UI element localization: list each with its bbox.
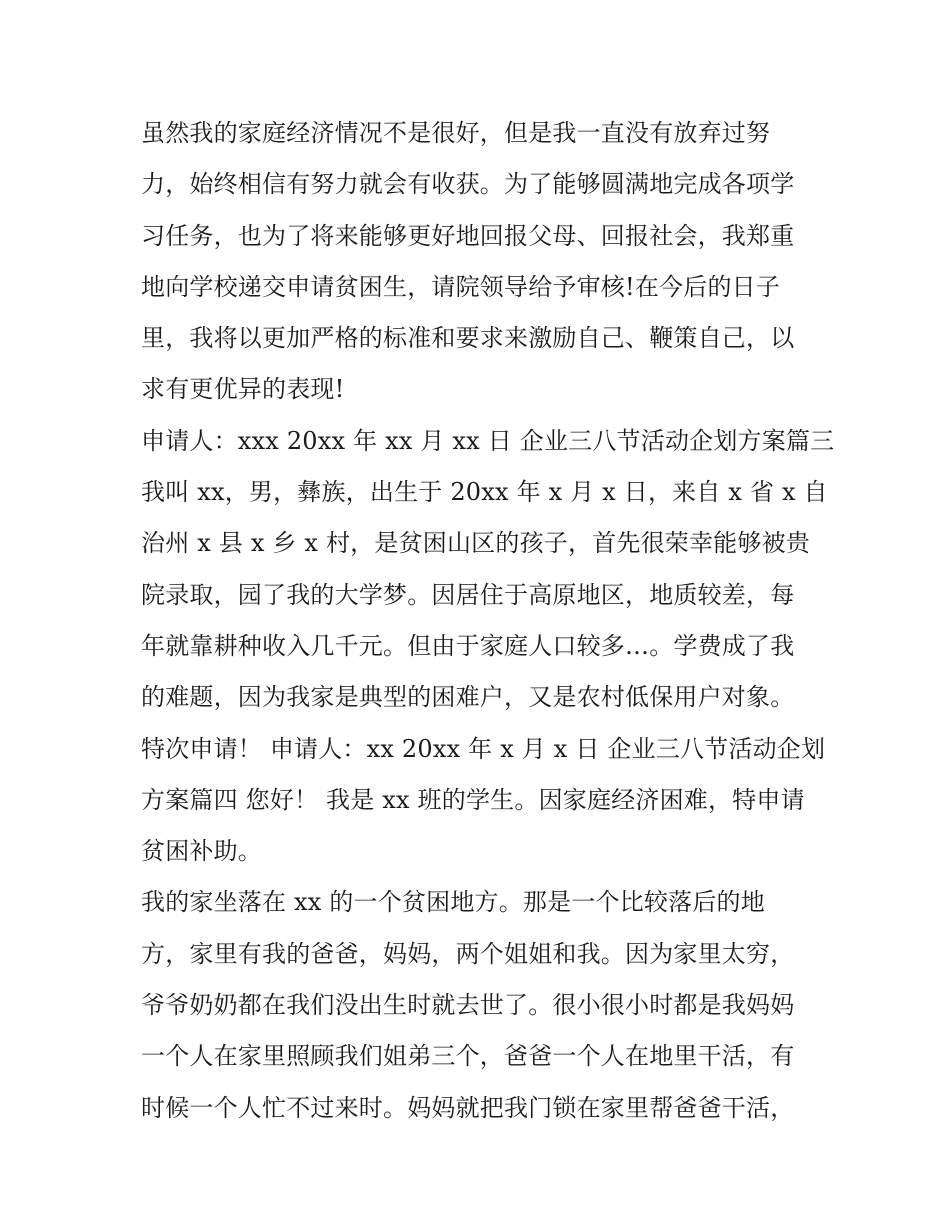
text-line: 虽然我的家庭经济情况不是很好，但是我一直没有放弃过努 <box>141 119 771 147</box>
text-line: 方，家里有我的爸爸，妈妈，两个姐姐和我。因为家里太穷， <box>141 939 795 968</box>
text-line: 一个人在家里照顾我们姐弟三个，爸爸一个人在地里干活，有 <box>141 1042 795 1071</box>
text-line: 爷爷奶奶都在我们没出生时就去世了。很小很小时都是我妈妈 <box>141 991 795 1020</box>
text-line: 我叫 xx，男，彝族，出生于 20xx 年 x 月 x 日，来自 x 省 x 自 <box>141 478 828 507</box>
text-line: 年就靠耕种收入几千元。但由于家庭人口较多…。学费成了我 <box>141 631 795 660</box>
text-line: 申请人：xxx 20xx 年 xx 月 xx 日 企业三八节活动企划方案篇三 <box>141 426 835 455</box>
text-line: 我的家坐落在 xx 的一个贫困地方。那是一个比较落后的地 <box>141 888 765 917</box>
text-line: 治州 x 县 x 乡 x 村，是贫困山区的孩子，首先很荣幸能够被贵 <box>141 529 810 558</box>
text-line: 里，我将以更加严格的标准和要求来激励自己、鞭策自己，以 <box>141 324 795 353</box>
text-line: 院录取，园了我的大学梦。因居住于高原地区，地质较差，每 <box>141 580 795 609</box>
text-line: 方案篇四 您好！ 我是 xx 班的学生。因家庭经济困难，特申请 <box>141 785 805 814</box>
text-line: 贫困补助。 <box>141 837 262 866</box>
text-line: 求有更优异的表现! <box>141 375 345 404</box>
text-line: 力，始终相信有努力就会有收获。为了能够圆满地完成各项学 <box>141 170 795 199</box>
document-body <box>141 108 835 1134</box>
text-line: 时候一个人忙不过来时。妈妈就把我门锁在家里帮爸爸干活， <box>141 1093 795 1122</box>
text-line: 地向学校递交申请贫困生，请院领导给予审核!在今后的日子 <box>141 272 781 301</box>
text-line: 的难题，因为我家是典型的困难户，又是农村低保用户对象。 <box>141 683 795 712</box>
text-line: 习任务，也为了将来能够更好地回报父母、回报社会，我郑重 <box>141 221 795 250</box>
text-line: 特次申请！ 申请人：xx 20xx 年 x 月 x 日 企业三八节活动企划 <box>141 734 826 763</box>
